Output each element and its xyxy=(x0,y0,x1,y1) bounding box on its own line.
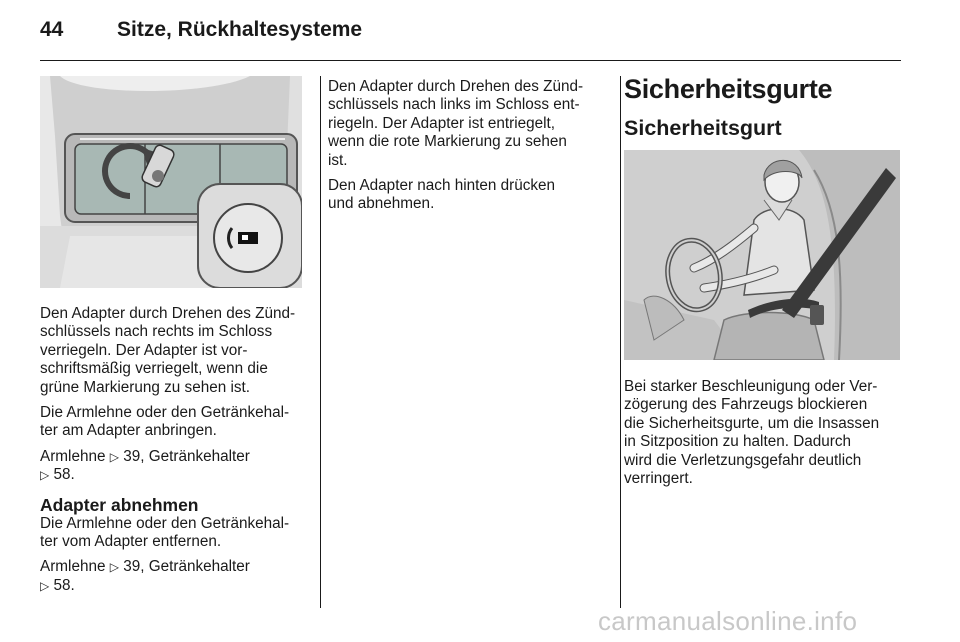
text-line: ist. xyxy=(328,151,348,169)
reference-arrow-icon: ▷ xyxy=(109,449,119,464)
page-number: 44 xyxy=(40,18,64,41)
lock-adapter-paragraph xyxy=(40,305,315,397)
section-heading: Sicherheitsgurt xyxy=(624,116,782,140)
reference-arrow-icon: ▷ xyxy=(109,560,119,575)
text-line: verriegeln. Der Adapter ist vor- xyxy=(40,341,248,359)
remove-armrest-paragraph xyxy=(40,515,315,552)
attach-armrest-paragraph xyxy=(40,404,315,441)
text-line: Die Armlehne oder den Getränkehal- xyxy=(40,404,290,422)
text-line: ter vom Adapter entfernen. xyxy=(40,533,222,551)
text-line: Den Adapter nach hinten drücken xyxy=(328,177,556,195)
text-line: zögerung des Fahrzeugs blockieren xyxy=(624,396,868,414)
section-heading-adapter-abnehmen: Adapter abnehmen xyxy=(40,494,199,515)
text-line: Bei starker Beschleunigung oder Ver- xyxy=(624,378,878,395)
seat-belt-paragraph xyxy=(624,378,904,488)
watermark: carmanualsonline.info xyxy=(598,606,858,636)
seat-belt-illustration xyxy=(624,150,900,360)
column-separator-1 xyxy=(320,76,321,608)
ref-link-armrest[interactable]: 39, Getränkehalter xyxy=(118,558,250,576)
ref-link-cupholder[interactable]: 58. xyxy=(49,576,75,594)
text-line: schlüssels nach links im Schloss ent- xyxy=(328,96,580,114)
text-line: Den Adapter durch Drehen des Zünd- xyxy=(40,305,296,322)
ref-text: Armlehne xyxy=(40,558,110,576)
text-line: und abnehmen. xyxy=(328,195,435,213)
column-1 xyxy=(40,305,315,602)
text-line: die Sicherheitsgurte, um die Insassen xyxy=(624,414,880,432)
reference-arrow-icon: ▷ xyxy=(40,468,50,483)
cross-reference-2 xyxy=(40,558,315,595)
header-rule xyxy=(40,60,901,61)
ref-link-armrest[interactable]: 39, Getränkehalter xyxy=(118,447,250,465)
chapter-heading: Sicherheitsgurte xyxy=(624,74,833,104)
unlock-adapter-paragraph xyxy=(328,78,613,170)
reference-arrow-icon: ▷ xyxy=(40,578,50,593)
text-line: Die Armlehne oder den Getränkehal- xyxy=(40,514,290,532)
text-line: schlüssels nach rechts im Schloss xyxy=(40,323,273,341)
text-line: wenn die rote Markierung zu sehen xyxy=(328,133,567,151)
column-2 xyxy=(328,78,613,221)
text-line: ter am Adapter anbringen. xyxy=(40,422,217,440)
text-line: schriftsmäßig verriegelt, wenn die xyxy=(40,360,268,378)
page-header-title: Sitze, Rückhaltesysteme xyxy=(117,18,363,41)
text-line: grüne Markierung zu sehen ist. xyxy=(40,378,251,396)
text-line: verringert. xyxy=(624,470,693,488)
text-line: riegeln. Der Adapter ist entriegelt, xyxy=(328,114,556,132)
text-line: wird die Verletzungsgefahr deutlich xyxy=(624,451,862,469)
cross-reference-1 xyxy=(40,448,315,485)
column-3-text xyxy=(624,378,904,495)
column-separator-2 xyxy=(620,76,621,608)
text-line: Den Adapter durch Drehen des Zünd- xyxy=(328,78,584,95)
adapter-lock-illustration xyxy=(40,76,302,288)
text-line: in Sitzposition zu halten. Dadurch xyxy=(624,433,852,451)
ref-text: Armlehne xyxy=(40,447,110,465)
ref-link-cupholder[interactable]: 58. xyxy=(49,466,75,484)
remove-adapter-paragraph xyxy=(328,177,613,214)
